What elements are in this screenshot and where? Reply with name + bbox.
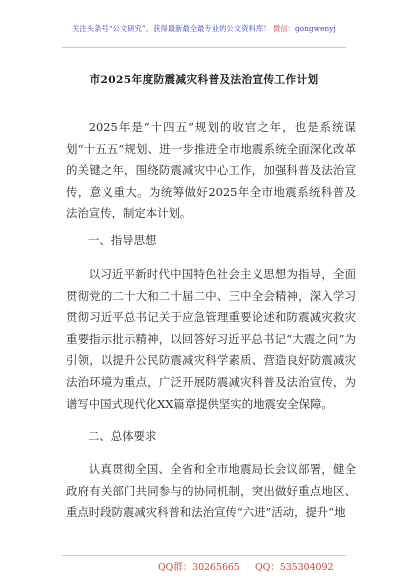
header-wechat-label: 微信： <box>270 24 296 33</box>
header-notice <box>0 24 408 34</box>
header-wechat-id: gongwenyj <box>295 24 336 33</box>
footer-divider <box>62 555 346 556</box>
section1-block <box>66 264 356 415</box>
section2-paragraph: 认真贯彻全国、全省和全市地震局长会议部署，健全政府有关部门共同参与的协同机制，突出做好重点地区、重点时段防震减灾科普和法治宣传“六进”活动，提升“地 <box>66 462 356 520</box>
section-heading-general-requirements: 二、总体要求 <box>88 429 157 443</box>
section-heading-guiding-ideology: 一、指导思想 <box>88 233 157 247</box>
intro-paragraph: 2025年是“十四五”规划的收官之年，也是系统谋划“十五五”规划、进一步推进全市地震系统全面深化改革的关键之年，围绕防震减灾中心工作，加强科普及法治宣传，意义重大。为统筹做好2025年全市地震系统科普及法治宣传，制定本计划。 <box>66 120 356 221</box>
section1-paragraph: 以习近平新时代中国特色社会主义思想为指导，全面贯彻党的二十大和二十届二中、三中全会精神，深入学习贯彻习近平总书记关于应急管理重要论述和防震减灾救灾重要指示批示精神，以回答好习近平总书记“大震之问”为引领，以提升公民防震减灾科学素质、营造良好防震减灾法治环境为重点，广泛开展防震减灾科普及法治宣传，为谱写中国式现代化XX篇章提供坚实的地震安全保障。 <box>66 267 356 411</box>
header-notice-text: 关注头条号“公文研究”，获得最新最全最专业的公文资料库！ <box>72 24 271 33</box>
header-divider <box>62 47 346 48</box>
section2-block <box>66 459 356 545</box>
footer-qq-number: QQ：535304092 <box>255 562 334 573</box>
intro-block <box>66 117 356 225</box>
document-title: 市2025年度防震减灾科普及法治宣传工作计划 <box>89 74 319 86</box>
footer-qq-group: QQ群：30265665 <box>158 562 240 573</box>
